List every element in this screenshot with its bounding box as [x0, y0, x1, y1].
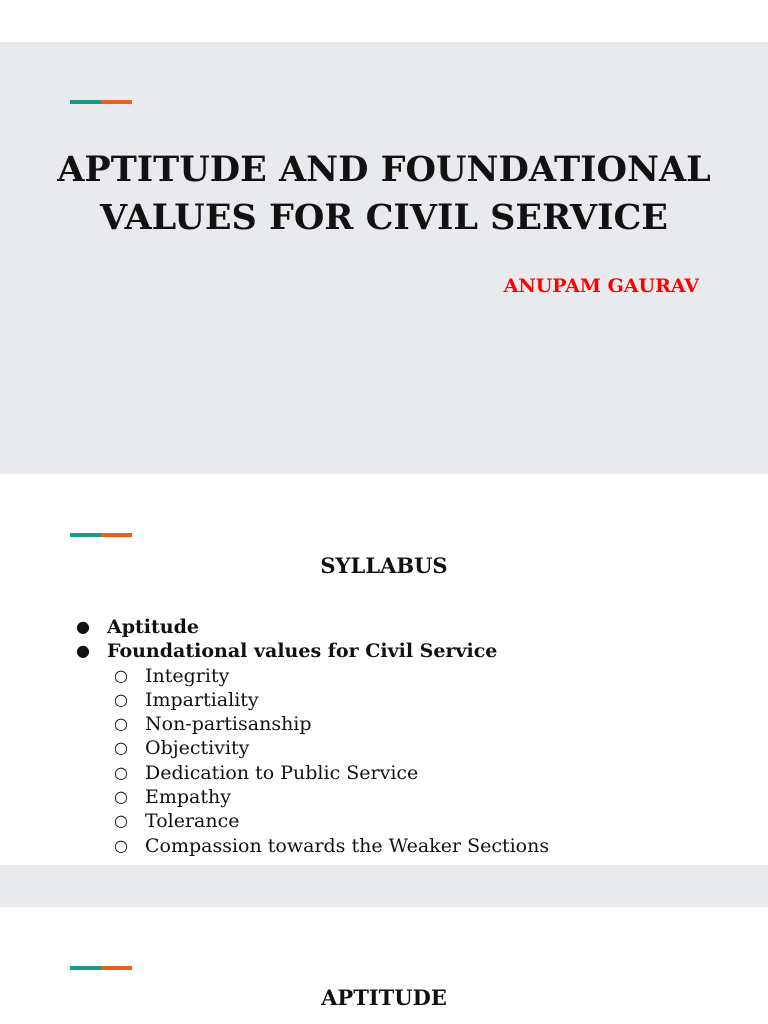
circle-bullet-icon: ○ [114, 811, 128, 831]
title-slide [0, 42, 768, 474]
syllabus-heading: SYLLABUS [320, 553, 448, 578]
accent-bar-orange [101, 533, 132, 537]
title-line-1: APTITUDE AND FOUNDATIONAL [57, 149, 711, 190]
circle-bullet-icon: ○ [114, 738, 128, 758]
syllabus-slide [0, 474, 768, 865]
sub-list-item [76, 688, 549, 712]
accent-bar [70, 533, 132, 537]
accent-bar-orange [101, 100, 132, 104]
sub-list-item [76, 736, 549, 760]
title-line-2: VALUES FOR CIVIL SERVICE [100, 197, 668, 238]
bullet-icon: ● [76, 617, 90, 636]
slide-gap [0, 865, 768, 907]
sub-list-item [76, 809, 549, 833]
accent-bar-orange [101, 966, 132, 970]
circle-bullet-icon: ○ [114, 787, 128, 807]
sub-list-item-label: Impartiality [145, 688, 259, 711]
sub-list-item-label: Non-partisanship [145, 713, 312, 736]
bullet-icon: ● [76, 641, 90, 661]
circle-bullet-icon: ○ [114, 689, 128, 709]
circle-bullet-icon: ○ [114, 665, 128, 685]
circle-bullet-icon: ○ [114, 714, 128, 734]
sub-list-item-label: Objectivity [145, 737, 250, 760]
sub-list-item-label: Integrity [145, 664, 230, 687]
sub-list-item-label: Empathy [145, 786, 231, 809]
accent-bar [70, 966, 132, 970]
sub-list-item-label: Compassion towards the Weaker Sections [145, 834, 550, 857]
list-item-label: Aptitude [107, 616, 199, 638]
sub-list-item [76, 785, 549, 809]
list-item [76, 615, 549, 639]
sub-list-item-label: Tolerance [145, 810, 240, 833]
sub-list-item [76, 834, 549, 858]
aptitude-slide [0, 907, 768, 1024]
list-item [76, 639, 549, 663]
sub-list-item [76, 761, 549, 785]
syllabus-list [76, 615, 549, 858]
aptitude-heading: APTITUDE [321, 985, 447, 1010]
sub-list-item-label: Dedication to Public Service [145, 761, 419, 784]
top-margin [0, 0, 768, 42]
accent-bar-teal [70, 966, 101, 970]
sub-list-item [76, 664, 549, 688]
accent-bar [70, 100, 132, 104]
accent-bar-teal [70, 100, 101, 104]
sub-list-item [76, 712, 549, 736]
list-item-label: Foundational values for Civil Service [107, 640, 498, 663]
circle-bullet-icon: ○ [114, 835, 128, 855]
accent-bar-teal [70, 533, 101, 537]
circle-bullet-icon: ○ [114, 762, 128, 782]
author-name: ANUPAM GAURAV [503, 275, 699, 297]
presentation-title [40, 146, 728, 242]
